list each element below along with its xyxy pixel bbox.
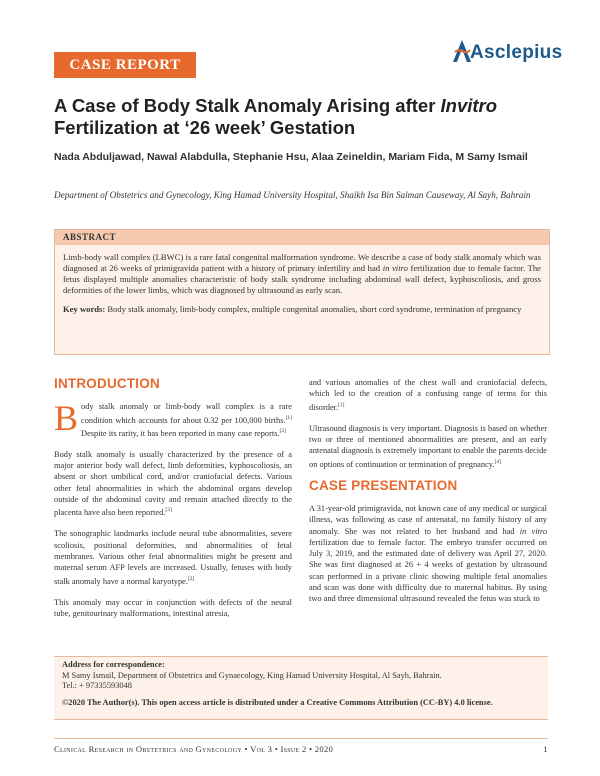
case-p1-italic: in vitro (519, 526, 548, 536)
case-paragraph-1 (309, 503, 547, 605)
author-list: Nada Abduljawad, Nawal Alabdulla, Stephanie Hsu, Alaa Zeineldin, Mariam Fida, M Samy Ismail (54, 151, 528, 163)
col2-p1-text: and various anomalies of the chest wall and craniofacial defects, which led to the creation of a confusing range of terms for this disorder. (309, 378, 547, 412)
intro-paragraph-1 (54, 398, 292, 439)
keywords-label: Key words: (63, 304, 106, 314)
right-column (309, 377, 547, 615)
abstract-text (55, 245, 549, 296)
affiliation: Department of Obstetrics and Gynecology, King Hamad University Hospital, Shaikh Isa Bin Salman Causeway, Al Sayh, Bahrain (54, 190, 531, 200)
footer-divider (54, 738, 548, 739)
intro-p2-text: Body stalk anomaly is usually characterized by the presence of a major anterior body wall defect, limb deformities, kyphoscoliosis, an absent or short umbilical cord, and/or craniofacial defects. Various other fetal abnormalities in which the abdominal organs develop outside of the abdominal cavity and remain attached directly to the placenta have also been reported. (54, 449, 292, 518)
intro-p3-text: The sonographic landmarks include neural tube abnormalities, severe scoliosis, positional deformities, and abnormalities of fetal membranes. Various other fetal abnormalities might be present and maternal serum AFP levels are increased. Usually, fetuses with body stalk anomaly have a normal karyotype. (54, 529, 292, 586)
article-type-label: CASE REPORT (69, 56, 181, 73)
intro-paragraph-3 (54, 528, 292, 586)
citation: [1] (338, 401, 345, 408)
citation: [2] (187, 575, 195, 582)
case-p1-text-b: fertilization due to female factor. The embryo transfer occurred on July 3, 2019, and the estimated date of delivery was April 27, 2020. She was first diagnosed at 26 + 4 weeks of gestation by ultrasound scan performed in a private clinic showing multiple fetal anomalies and scan was done with difficulty due to maternal habitus. By using two and three dimensional ultrasound revealed the fetus was stuck to (309, 537, 547, 604)
abstract-heading: ABSTRACT (55, 230, 549, 245)
left-column (54, 378, 292, 629)
drop-cap: B (54, 398, 79, 439)
case-presentation-heading: CASE PRESENTATION (309, 477, 458, 493)
introduction-heading: INTRODUCTION (54, 376, 160, 391)
correspondence-heading: Address for correspondence: (62, 660, 165, 669)
abstract-text-b: fertilization due to female factor. The fetus displayed multiple anomalies characteristic of body stalk syndrome including abdominal wall defect, kyphoscoliosis, and gross deformities of the lower limbs, which was diagnosed by ultrasound as early scan. (63, 263, 541, 295)
correspondence-box (54, 656, 548, 720)
page-number: 1 (543, 744, 548, 754)
keywords-list: Body stalk anomaly, limb-body complex, multiple congenital anomalies, short cord syndrome, termination of pregnancy (105, 304, 522, 314)
keywords (55, 296, 549, 315)
article-title (54, 95, 554, 139)
intro-p1-text: ody stalk anomaly or limb-body wall complex is a rare condition which accounts for about 0.32 per 100,000 births. (81, 402, 292, 425)
intro-paragraph-4: This anomaly may occur in conjunction with defects of the neural tube, genitourinary malformations, intestinal atresia, (54, 597, 292, 618)
title-rest: Fertilization at ‘26 week’ Gestation (54, 117, 356, 138)
publisher-logo-text: Asclepius (470, 42, 563, 63)
col2-p2-text: Ultrasound diagnosis is very important. Diagnosis is based on whether two or three of mentioned abnormalities are present, and an early antenatal diagnosis is extremely important to enable the parents decide on options of continuation or termination of pregnancy. (309, 423, 547, 469)
correspondence-line-1: M Samy Ismail, Department of Obstetrics and Gynaecology, King Hamad University Hospital, Al Sayh, Bahrain. (62, 670, 442, 680)
title-italic: Invitro (440, 95, 498, 116)
col2-paragraph-1 (309, 377, 547, 413)
abstract-box (54, 229, 550, 355)
intro-paragraph-2 (54, 449, 292, 519)
citation: [3] (165, 507, 172, 514)
case-p1-text-a: A 31-year-old primigravida, not known case of any medical or surgical illness, was following as case of antenatal, no family history of any anomaly. She was not related to her husband and had (309, 503, 547, 536)
publisher-logo (470, 42, 562, 64)
correspondence-line-2: Tel.: + 97335593048 (62, 681, 132, 690)
title-main: A Case of Body Stalk Anomaly Arising after (54, 95, 441, 116)
abstract-text-a: Limb-body wall complex (LBWC) is a rare fatal congenital malformation syndrome. We describe a case of body stalk anomaly which was diagnosed at 26 weeks of primigravida patient with a history of primary infertility and had (63, 252, 541, 273)
citation: [2] (279, 427, 286, 434)
citation: [4] (494, 458, 501, 465)
journal-name: Clinical Research in Obstetrics and Gynecology • Vol 3 • Issue 2 • 2020 (54, 744, 334, 754)
abstract-text-italic: in vitro (382, 263, 408, 273)
col2-paragraph-2 (309, 423, 547, 470)
page-footer (54, 744, 548, 754)
article-type-badge (54, 52, 196, 78)
intro-p1-text-b: Despite its rarity, it has been reported in many case reports. (81, 428, 280, 438)
citation: [1] (285, 414, 292, 421)
license-statement: ©2020 The Author(s). This open access article is distributed under a Creative Commons Attribution (CC-BY) 4.0 license. (62, 697, 493, 707)
